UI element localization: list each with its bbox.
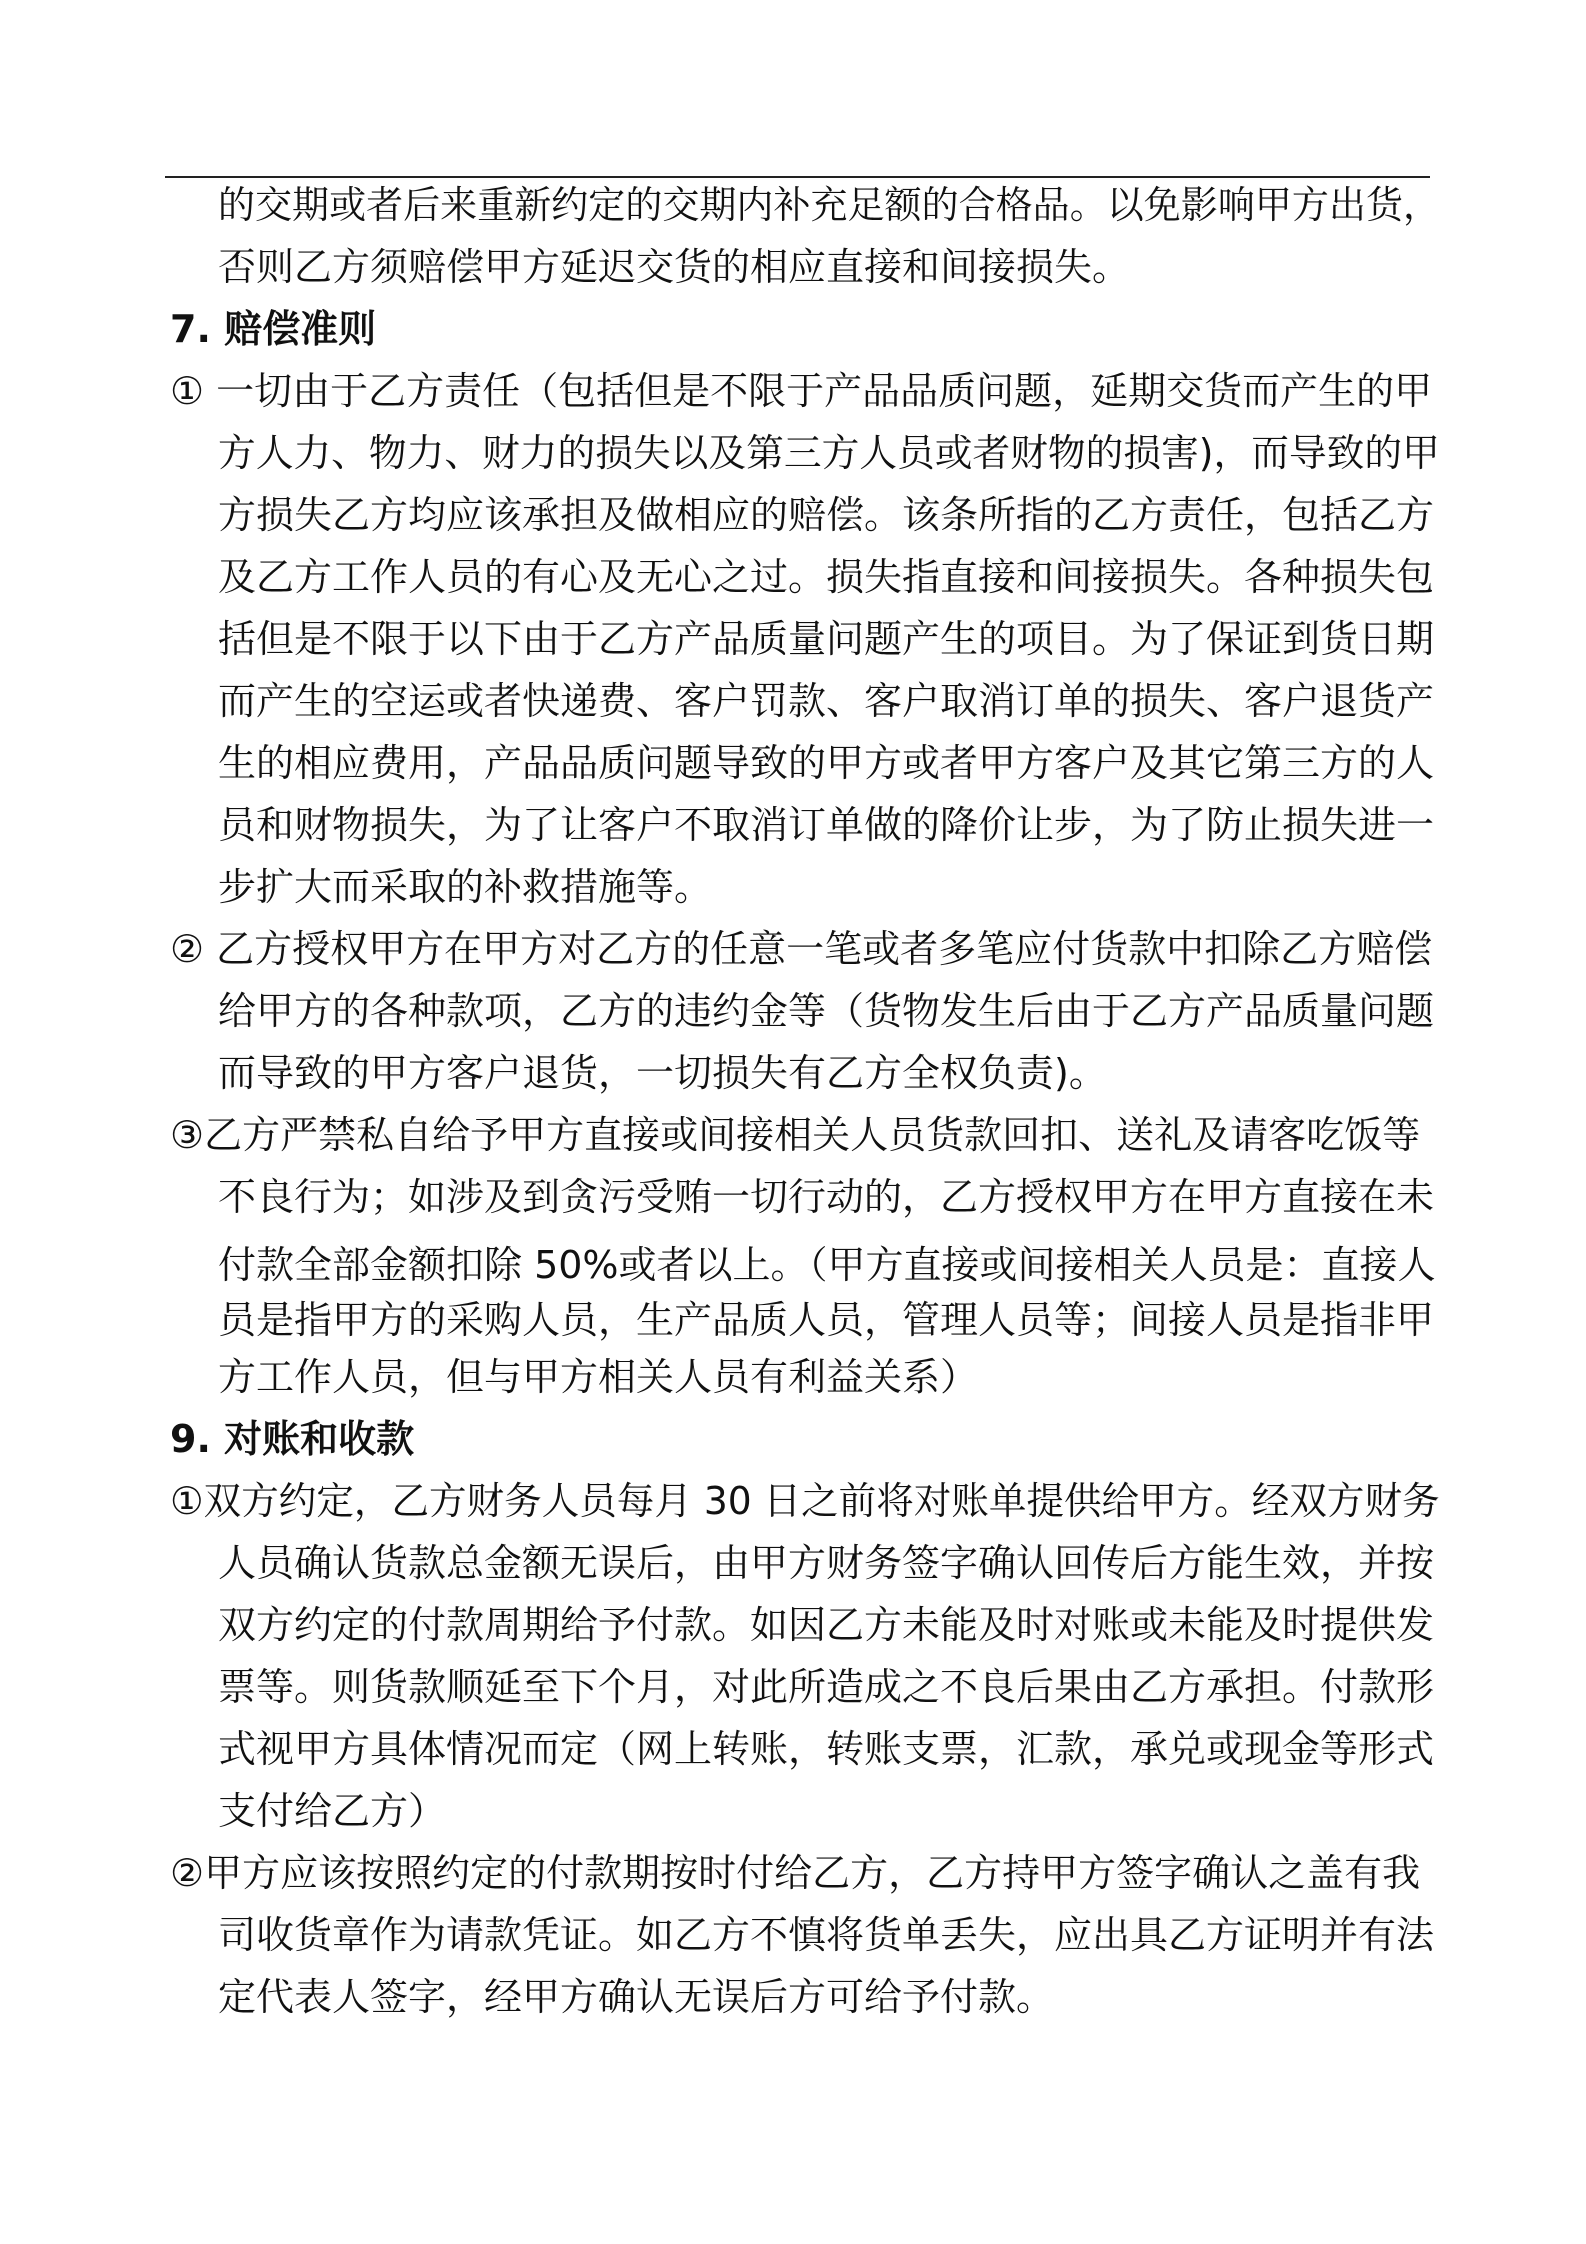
section-heading: 9. 对账和收款 (170, 1417, 415, 1461)
text-line: 司收货章作为请款凭证。如乙方不慎将货单丢失，应出具乙方证明并有法 (218, 1913, 1435, 1957)
text-line: 步扩大而采取的补救措施等。 (218, 865, 713, 909)
text-line: ② 乙方授权甲方在甲方对乙方的任意一笔或者多笔应付货款中扣除乙方赔偿 (170, 927, 1433, 971)
text-line: 而产生的空运或者快递费、客户罚款、客户取消订单的损失、客户退货产 (218, 679, 1435, 723)
text-line: 给甲方的各种款项，乙方的违约金等（货物发生后由于乙方产品质量问题 (218, 989, 1435, 1033)
text-line: 付款全部金额扣除 50%或者以上。（甲方直接或间接相关人员是：直接人 (218, 1243, 1436, 1287)
text-line: 人员确认货款总金额无误后，由甲方财务签字确认回传后方能生效，并按 (218, 1541, 1435, 1585)
text-line: 括但是不限于以下由于乙方产品质量问题产生的项目。为了保证到货日期 (218, 617, 1435, 661)
text-line: 而导致的甲方客户退货，一切损失有乙方全权负责)。 (218, 1051, 1107, 1095)
text-line: 支付给乙方） (218, 1789, 447, 1833)
text-line: ① 一切由于乙方责任（包括但是不限于产品品质问题，延期交货而产生的甲 (170, 369, 1433, 413)
text-line: 否则乙方须赔偿甲方延迟交货的相应直接和间接损失。 (218, 245, 1131, 289)
text-line: 票等。则货款顺延至下个月，对此所造成之不良后果由乙方承担。付款形 (218, 1665, 1435, 1709)
text-line: 双方约定的付款周期给予付款。如因乙方未能及时对账或未能及时提供发 (218, 1603, 1435, 1647)
text-line: ③乙方严禁私自给予甲方直接或间接相关人员货款回扣、送礼及请客吃饭等 (170, 1113, 1421, 1157)
text-line: ①双方约定，乙方财务人员每月 30 日之前将对账单提供给甲方。经双方财务 (170, 1479, 1440, 1523)
text-line: 式视甲方具体情况而定（网上转账，转账支票，汇款，承兑或现金等形式 (218, 1727, 1435, 1771)
text-line: 方人力、物力、财力的损失以及第三方人员或者财物的损害)，而导致的甲 (218, 431, 1440, 475)
text-line: 生的相应费用，产品品质问题导致的甲方或者甲方客户及其它第三方的人 (218, 741, 1435, 785)
text-line: 方损失乙方均应该承担及做相应的赔偿。该条所指的乙方责任，包括乙方 (218, 493, 1435, 537)
section-heading: 7. 赔偿准则 (170, 307, 377, 351)
text-line: 不良行为；如涉及到贪污受贿一切行动的，乙方授权甲方在甲方直接在未 (218, 1175, 1435, 1219)
header-rule (165, 176, 1430, 178)
text-line: 及乙方工作人员的有心及无心之过。损失指直接和间接损失。各种损失包 (218, 555, 1435, 599)
text-line: ②甲方应该按照约定的付款期按时付给乙方，乙方持甲方签字确认之盖有我 (170, 1851, 1421, 1895)
text-line: 的交期或者后来重新约定的交期内补充足额的合格品。以免影响甲方出货， (218, 183, 1441, 227)
text-line: 定代表人签字，经甲方确认无误后方可给予付款。 (218, 1975, 1055, 2019)
text-line: 方工作人员，但与甲方相关人员有利益关系） (218, 1355, 979, 1399)
text-line: 员是指甲方的采购人员，生产品质人员，管理人员等；间接人员是指非甲 (218, 1298, 1435, 1342)
text-line: 员和财物损失，为了让客户不取消订单做的降价让步，为了防止损失进一 (218, 803, 1435, 847)
